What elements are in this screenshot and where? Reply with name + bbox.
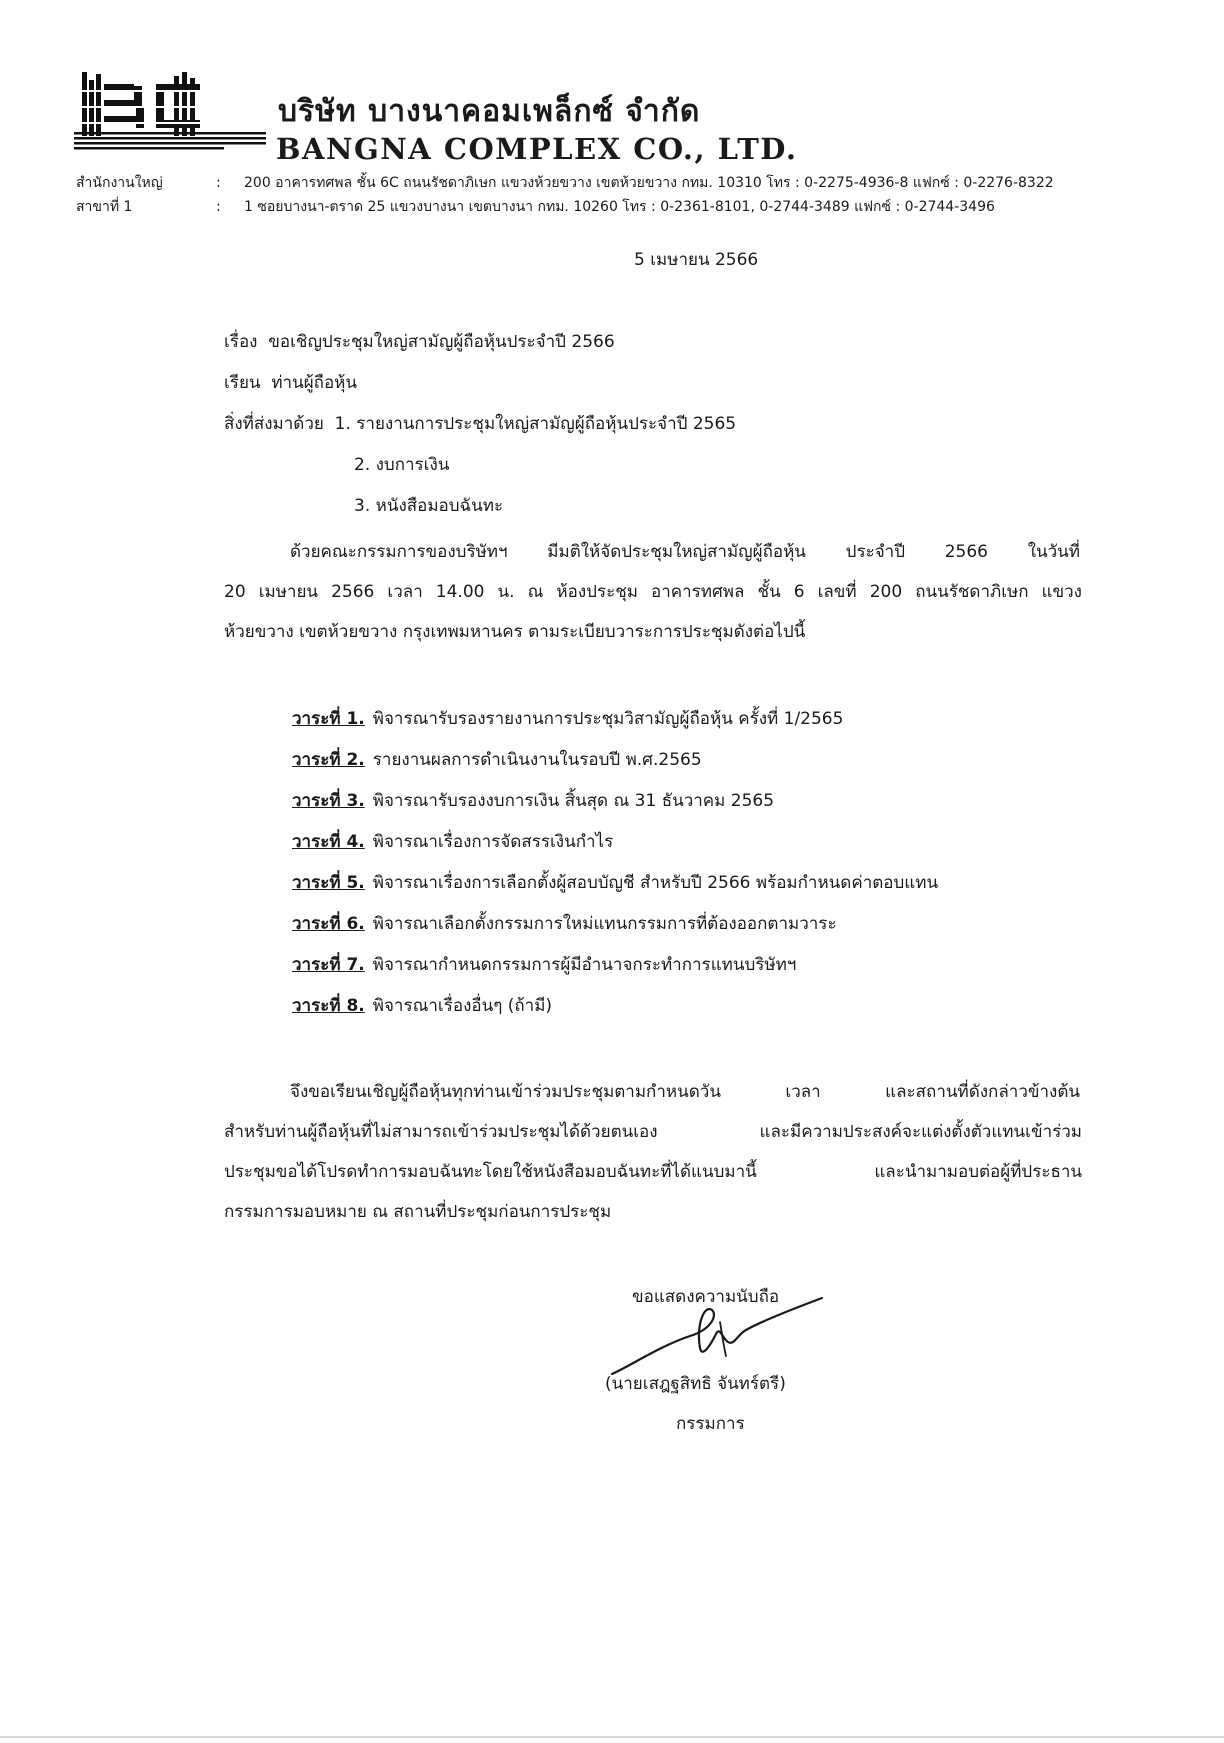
agenda-text: พิจารณาเรื่องการจัดสรรเงินกำไร xyxy=(372,832,614,852)
invite-paragraph-line: สำหรับท่านผู้ถือหุ้นที่ไม่สามารถเข้าร่วมประชุมได้ด้วยตนเอง และมีความประสงค์จะแต่งตั้งตัวแทนเข้าร่วม xyxy=(224,1122,1082,1142)
agenda-text: พิจารณารับรองรายงานการประชุมวิสามัญผู้ถือหุ้น ครั้งที่ 1/2565 xyxy=(372,709,844,729)
agenda-number: วาระที่ 2. xyxy=(292,750,365,770)
company-name-english: BANGNA COMPLEX CO., LTD. xyxy=(276,132,798,166)
agenda-item xyxy=(292,705,843,732)
agenda-item xyxy=(292,828,613,855)
enclosure-item: 3. หนังสือมอบฉันทะ xyxy=(354,496,504,516)
closing-regards: ขอแสดงความนับถือ xyxy=(632,1287,780,1307)
agenda-item xyxy=(292,951,796,978)
office-address-branch xyxy=(76,196,995,218)
subject-text: ขอเชิญประชุมใหญ่สามัญผู้ถือหุ้นประจำปี 2566 xyxy=(268,332,615,352)
invite-paragraph-line: กรรมการมอบหมาย ณ สถานที่ประชุมก่อนการประชุม xyxy=(224,1202,612,1222)
office-address: 1 ซอยบางนา-ตราด 25 แขวงบางนา เขตบางนา กทม. 10260 โทร : 0-2361-8101, 0-2744-3489 แฟกซ์ : 0-2744-3496 xyxy=(244,199,995,215)
agenda-item xyxy=(292,787,774,814)
enclosure-item: 2. งบการเงิน xyxy=(354,455,450,475)
intro-paragraph-line: 20 เมษายน 2566 เวลา 14.00 น. ณ ห้องประชุม อาคารทศพล ชั้น 6 เลขที่ 200 ถนนรัชดาภิเษก แขวง xyxy=(224,582,1082,602)
agenda-item xyxy=(292,869,938,896)
office-label: สำนักงานใหญ่ xyxy=(76,175,163,191)
office-separator: : xyxy=(216,175,221,191)
enclosure-item: 1. รายงานการประชุมใหญ่สามัญผู้ถือหุ้นประจำปี 2565 xyxy=(334,414,737,434)
agenda-text: รายงานผลการดำเนินงานในรอบปี พ.ศ.2565 xyxy=(372,750,702,770)
intro-paragraph-line: ด้วยคณะกรรมการของบริษัทฯ มีมติให้จัดประชุมใหญ่สามัญผู้ถือหุ้น ประจำปี 2566 ในวันที่ xyxy=(290,542,1080,562)
agenda-item xyxy=(292,992,552,1019)
agenda-number: วาระที่ 8. xyxy=(292,996,365,1016)
office-address: 200 อาคารทศพล ชั้น 6C ถนนรัชดาภิเษก แขวงห้วยขวาง เขตห้วยขวาง กทม. 10310 โทร : 0-2275-4936-8 แฟกซ์ : 0-2276-8322 xyxy=(244,175,1054,191)
office-separator: : xyxy=(216,199,221,215)
agenda-number: วาระที่ 1. xyxy=(292,709,365,729)
enclosures-label: สิ่งที่ส่งมาด้วย xyxy=(224,414,324,434)
intro-paragraph-line: ห้วยขวาง เขตห้วยขวาง กรุงเทพมหานคร ตามระเบียบวาระการประชุมดังต่อไปนี้ xyxy=(224,622,806,642)
agenda-text: พิจารณาเลือกตั้งกรรมการใหม่แทนกรรมการที่ต้องออกตามวาระ xyxy=(372,914,837,934)
office-address-head xyxy=(76,172,1054,194)
agenda-number: วาระที่ 6. xyxy=(292,914,365,934)
signer-title: กรรมการ xyxy=(676,1414,745,1434)
subject-label: เรื่อง xyxy=(224,332,258,352)
agenda-text: พิจารณาเรื่องการเลือกตั้งผู้สอบบัญชี สำหรับปี 2566 พร้อมกำหนดค่าตอบแทน xyxy=(372,873,939,893)
agenda-number: วาระที่ 7. xyxy=(292,955,365,975)
agenda-text: พิจารณารับรองงบการเงิน สิ้นสุด ณ 31 ธันวาคม 2565 xyxy=(372,791,775,811)
recipient-label: เรียน xyxy=(224,373,261,393)
company-name-thai: บริษัท บางนาคอมเพล็กซ์ จำกัด xyxy=(278,94,701,129)
invite-paragraph-line: จึงขอเรียนเชิญผู้ถือหุ้นทุกท่านเข้าร่วมประชุมตามกำหนดวัน เวลา และสถานที่ดังกล่าวข้างต้น xyxy=(290,1082,1080,1102)
page-bottom-edge xyxy=(0,1736,1224,1738)
enclosures-line xyxy=(224,410,736,437)
signer-name: (นายเสฎฐสิทธิ จันทร์ตรี) xyxy=(605,1374,786,1394)
agenda-number: วาระที่ 3. xyxy=(292,791,365,811)
company-logo xyxy=(74,70,266,158)
agenda-number: วาระที่ 4. xyxy=(292,832,365,852)
invite-paragraph-line: ประชุมขอได้โปรดทำการมอบฉันทะโดยใช้หนังสือมอบฉันทะที่ได้แนบมานี้ และนำมามอบต่อผู้ที่ประธาน xyxy=(224,1162,1082,1182)
agenda-text: พิจารณากำหนดกรรมการผู้มีอำนาจกระทำการแทนบริษัทฯ xyxy=(372,955,797,975)
subject-line xyxy=(224,328,615,355)
letter-date: 5 เมษายน 2566 xyxy=(634,250,759,270)
agenda-text: พิจารณาเรื่องอื่นๆ (ถ้ามี) xyxy=(372,996,553,1016)
agenda-item xyxy=(292,746,702,773)
recipient-line xyxy=(224,369,357,396)
agenda-number: วาระที่ 5. xyxy=(292,873,365,893)
office-label: สาขาที่ 1 xyxy=(76,199,133,215)
agenda-item xyxy=(292,910,837,937)
recipient-text: ท่านผู้ถือหุ้น xyxy=(271,373,358,393)
